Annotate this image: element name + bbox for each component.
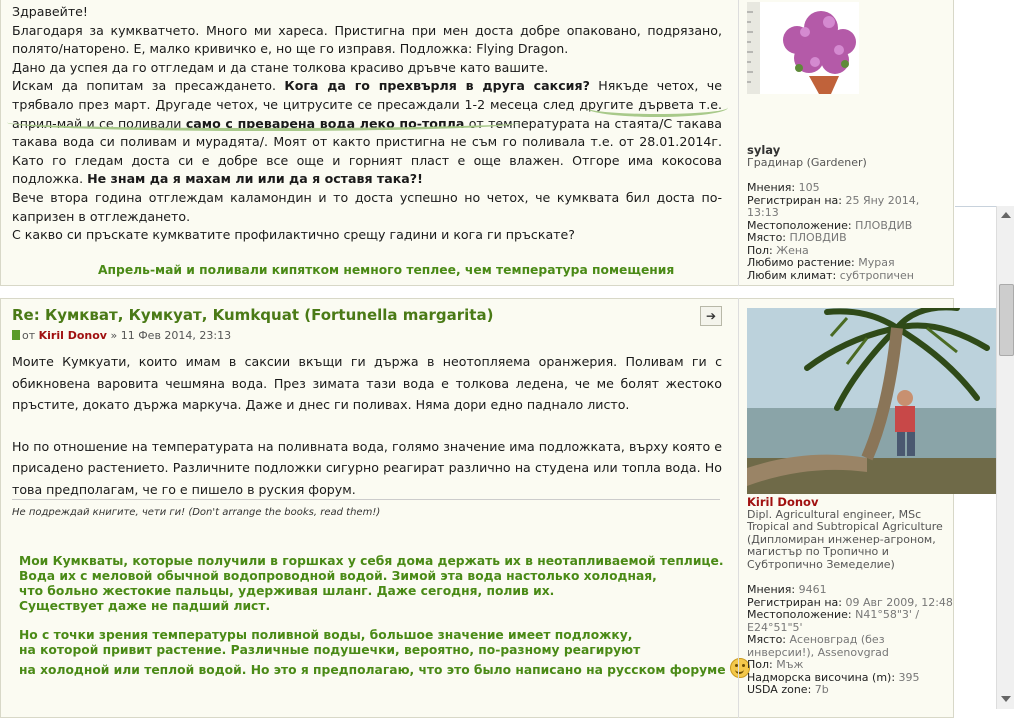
profile-field: Местоположение: ПЛОВДИВ	[747, 218, 913, 232]
profile-field: Място: Асеновград (без инверсии!), Assenovgrad	[747, 633, 889, 659]
russian-translation: Апрель-май и поливали кипятком немного теплее, чем температура помещения	[98, 263, 675, 277]
profile-kiril-donov	[738, 298, 954, 718]
post-paragraph: Дано да успея да го отгледам и да стане толкова красиво дръвче като вашите.	[12, 59, 549, 75]
post-title[interactable]: Re: Кумкват, Кумкуат, Kumkquat (Fortunella margarita)	[12, 306, 494, 324]
signature-divider	[12, 499, 720, 500]
username[interactable]: Kiril Donov	[747, 495, 819, 509]
scroll-up-icon[interactable]	[1001, 212, 1011, 218]
profile-field: USDA zone: 7b	[747, 683, 829, 696]
profile-field: Пол: Мъж	[747, 658, 804, 671]
document-icon	[12, 330, 20, 340]
avatar[interactable]	[747, 308, 997, 494]
profile-field: Регистриран на: 09 Авг 2009, 12:48	[747, 595, 953, 609]
quote-arrow-icon: ➔	[705, 309, 717, 323]
profile-fields	[747, 584, 954, 697]
post-paragraph: Вече втора година отглеждам каламондин и то доста успешно но четох, че кумквата бил доста по-капризен в отглеждането.	[12, 189, 722, 224]
greeting: Здравейте!	[12, 4, 88, 19]
user-rank: Градинар (Gardener)	[747, 155, 867, 169]
user-rank: Dipl. Agricultural engineer, MSc Tropical and Subtropical Agriculture (Дипломиран инженер-агроном, магистър по Тропично и Субтропично Земеделие)	[747, 507, 943, 571]
scrollbar-thumb[interactable]	[999, 284, 1014, 356]
post-paragraph: Благодаря за кумкватчето. Много ми хареса. Пристигна при мен доста добре опаковано, подрязано, полято/наторено. Е, малко кривичко е, но ще го изправя. Подложка: Flying Dragon.	[12, 22, 722, 57]
post-paragraph: С какво си пръскате кумкватите профилактично срещу гадини и кога ги пръскате?	[12, 227, 575, 243]
signature: Не подреждай книгите, чети ги! (Don't arrange the books, read them!)	[12, 507, 381, 518]
profile-field: Надморска височина (m): 395	[747, 670, 920, 684]
profile-field: Любим климат: субтропичен	[747, 268, 914, 282]
username[interactable]: sylay	[747, 143, 781, 157]
profile-field: Местоположение: N41°58"3' / E24°51"5'	[747, 608, 920, 634]
scrollbar[interactable]	[996, 206, 1014, 709]
profile-field: Място: ПЛОВДИВ	[747, 231, 847, 244]
scroll-down-icon[interactable]	[1001, 696, 1011, 702]
post-paragraph: Моите Кумкуати, които имам в саксии вкъщи ги държа в неотопляема оранжерия. Поливам ги с обикновена варовита чешмяна вода. През зимата тази вода е толкова ледена, че ме болят жестоко пръстите, докато държа маркуча. Даже и днес ги поливах. Няма дори едно паднало листо.	[12, 354, 722, 413]
profile-sylay	[738, 0, 954, 286]
post-body	[12, 351, 722, 501]
frame-edge	[955, 206, 996, 207]
post-paragraph: Но по отношение на температурата на поливната вода, голямо значение има подложката, върху която е присадено растението. Различните подложки сигурно реагират различно на студена или топла вода. Но това предполагам, че го е пишело в руския форум.	[12, 438, 722, 497]
highlight-stroke	[586, 98, 728, 117]
profile-field: Любимо растение: Мурая	[747, 256, 895, 269]
profile-field: Пол: Жена	[747, 243, 809, 257]
highlight-stroke	[7, 114, 521, 131]
post-author[interactable]: Kiril Donov	[38, 329, 107, 342]
russian-translation: Мои Кумкваты, которые получили в горшках у себя дома держать их в неотапливаемой теплице. Вода их с меловой обычной водопроводной водой. Зимой эта вода настолько холодная, что больно жестокие пальцы, удерживая шланг. Даже сегодня, полив их. Существует даже не падший лист. Но с точки зрения температуры поливной воды, большое значение имеет подложку, на которой привит растение. Различные подушечки, вероятно, по-разному реагируют на холодной или теплой водой. Но это я предполагаю, что это было написано на русском форуме	[19, 554, 750, 692]
profile-field: Регистриран на: 25 Яну 2014, 13:13	[747, 193, 920, 219]
question-paragraph: Искам да попитам за пресаждането. Кога да го прехвърля в друга саксия? Някъде четох, че трябвало през март. Другаде четох, че цитрусите се пресаждали 1-2 месеца след другите дърветa т.е. април-май и се поливали само с преварена вода леко по-топла от температурата на стаята/С такава такава вода си поливам и мурадята/. Моят от както пристигна не съм го поливала т.е. от 28.01.2014г. Като го гледам доста си е добре все още и горният пласт е още влажен. Отгоре има кокосова подложка. Не знам да я махам ли или да я оставя така?!	[12, 78, 722, 187]
post-meta: от Kiril Donov » 11 Фев 2014, 23:13	[12, 329, 231, 342]
profile-field: Мнения: 105	[747, 181, 820, 194]
profile-field: Мнения: 9461	[747, 583, 827, 596]
avatar[interactable]	[747, 2, 859, 94]
quote-button[interactable]	[700, 306, 722, 326]
profile-fields	[747, 182, 954, 282]
